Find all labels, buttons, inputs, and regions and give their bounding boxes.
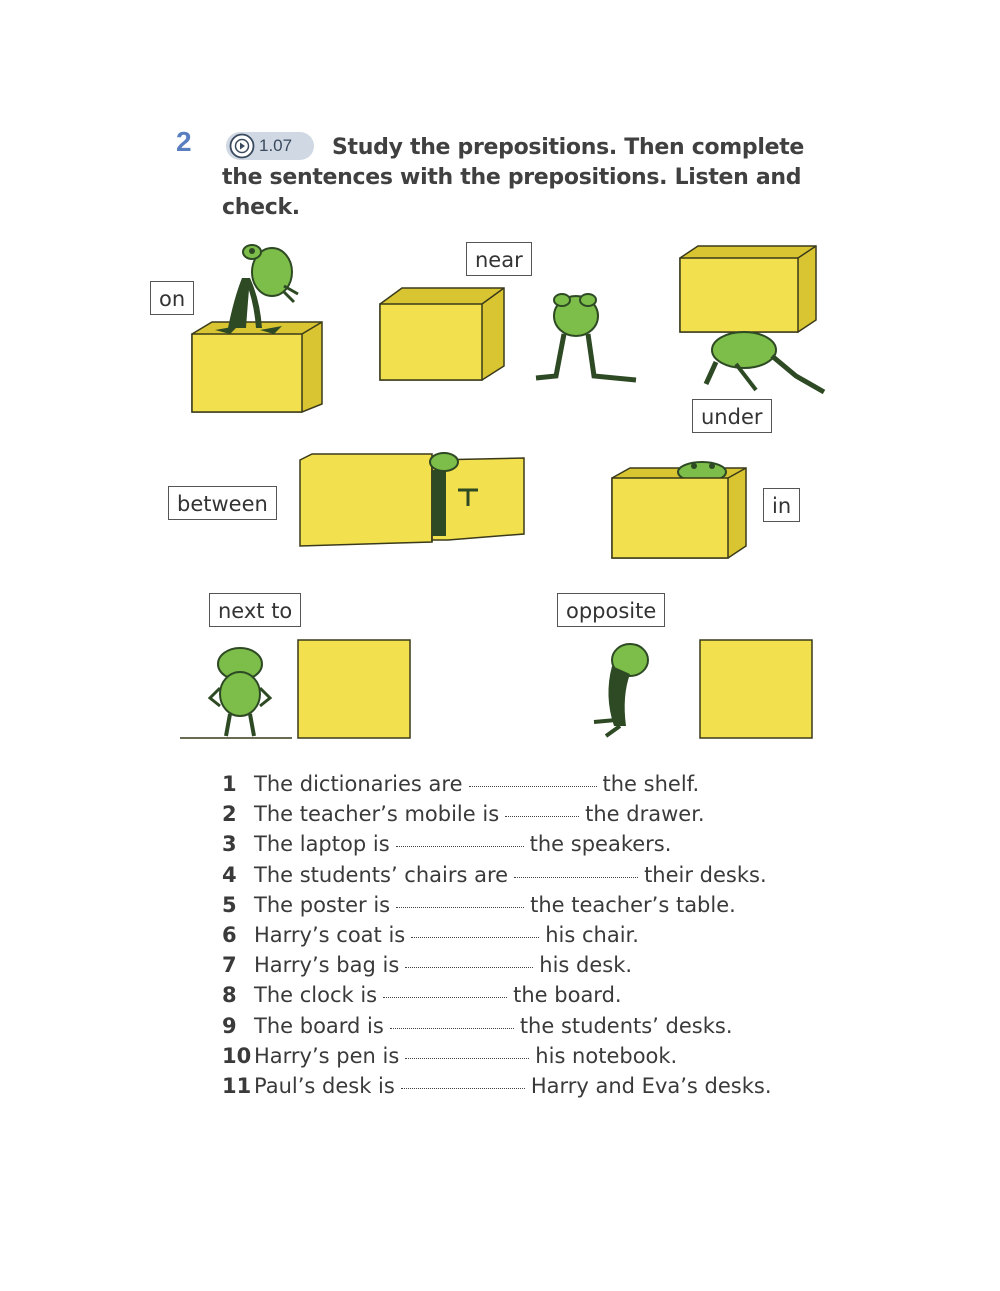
answer-blank[interactable] xyxy=(405,966,533,968)
sentence-2 xyxy=(222,802,772,832)
sentence-number: 4 xyxy=(222,862,237,887)
sentence-list xyxy=(222,772,772,1104)
sentence-after: Harry and Eva’s desks. xyxy=(530,1073,772,1098)
illustration-frog-next-to-box xyxy=(180,636,416,742)
frog-icon xyxy=(210,648,270,736)
sentence-before: Harry’s pen is xyxy=(254,1043,400,1068)
sentence-1 xyxy=(222,772,772,802)
illustration-frog-in-box xyxy=(610,456,750,560)
sentence-6 xyxy=(222,923,772,953)
illustration-frog-under-box xyxy=(676,244,828,398)
illustration-frog-on-box xyxy=(190,238,330,416)
sentence-5 xyxy=(222,893,772,923)
sentence-after: the teacher’s table. xyxy=(530,892,736,917)
sentence-before: The dictionaries are xyxy=(254,772,463,796)
answer-blank[interactable] xyxy=(514,876,638,878)
sentence-after: his chair. xyxy=(545,922,639,947)
sentence-before: Harry’s coat is xyxy=(254,922,406,947)
sentence-before: The poster is xyxy=(254,892,391,917)
sentence-number: 3 xyxy=(222,832,237,857)
answer-blank[interactable] xyxy=(469,785,597,787)
answer-blank[interactable] xyxy=(383,996,507,998)
frog-icon xyxy=(536,294,636,380)
sentence-before: Harry’s bag is xyxy=(254,953,400,978)
sentence-7 xyxy=(222,953,772,983)
sentence-after: the students’ desks. xyxy=(519,1013,733,1038)
sentence-4 xyxy=(222,863,772,893)
sentence-number: 1 xyxy=(222,772,237,796)
frog-icon xyxy=(215,245,298,334)
sentence-3 xyxy=(222,832,772,862)
answer-blank[interactable] xyxy=(405,1057,529,1059)
sentence-number: 8 xyxy=(222,983,237,1008)
audio-track-number: 1.07 xyxy=(259,136,293,155)
illustration-frog-near-box xyxy=(376,284,656,384)
label-next-to: next to xyxy=(209,593,301,627)
sentence-after: the shelf. xyxy=(602,772,700,796)
sentence-before: The clock is xyxy=(254,983,378,1008)
sentence-number: 2 xyxy=(222,802,237,827)
answer-blank[interactable] xyxy=(396,906,524,908)
sentence-number: 7 xyxy=(222,953,237,978)
sentence-number: 10 xyxy=(222,1043,252,1068)
sentence-before: The laptop is xyxy=(254,832,390,857)
sentence-10 xyxy=(222,1044,772,1074)
illustration-frog-opposite-box xyxy=(586,636,818,742)
sentence-after: the drawer. xyxy=(585,802,705,827)
sentence-after: his desk. xyxy=(539,953,633,978)
frog-icon xyxy=(594,644,648,736)
label-opposite: opposite xyxy=(557,593,665,627)
label-between: between xyxy=(168,486,277,520)
sentence-9 xyxy=(222,1014,772,1044)
sentence-before: Paul’s desk is xyxy=(254,1073,395,1098)
frog-icon xyxy=(706,332,824,392)
answer-blank[interactable] xyxy=(401,1087,525,1089)
sentence-number: 11 xyxy=(222,1073,252,1098)
sentence-before: The board is xyxy=(254,1013,384,1038)
answer-blank[interactable] xyxy=(390,1027,514,1029)
sentence-before: The teacher’s mobile is xyxy=(254,802,500,827)
sentence-after: their desks. xyxy=(644,862,767,887)
illustration-frog-between-boxes xyxy=(298,450,528,550)
answer-blank[interactable] xyxy=(411,936,539,938)
sentence-number: 5 xyxy=(222,892,237,917)
sentence-8 xyxy=(222,983,772,1013)
label-on: on xyxy=(150,281,194,315)
sentence-11 xyxy=(222,1074,772,1104)
sentence-after: the board. xyxy=(513,983,622,1008)
exercise-number: 2 xyxy=(176,126,192,157)
sentence-number: 6 xyxy=(222,922,237,947)
exercise-instruction: Study the prepositions. Then complete the sentences with the prepositions. Listen and check. xyxy=(222,135,805,220)
sentence-after: his notebook. xyxy=(535,1043,678,1068)
sentence-after: the speakers. xyxy=(529,832,672,857)
sentence-number: 9 xyxy=(222,1013,237,1038)
label-near: near xyxy=(466,242,532,276)
answer-blank[interactable] xyxy=(505,815,579,817)
label-in: in xyxy=(763,488,800,522)
answer-blank[interactable] xyxy=(396,845,524,847)
sentence-before: The students’ chairs are xyxy=(254,862,509,887)
label-under: under xyxy=(692,399,772,433)
